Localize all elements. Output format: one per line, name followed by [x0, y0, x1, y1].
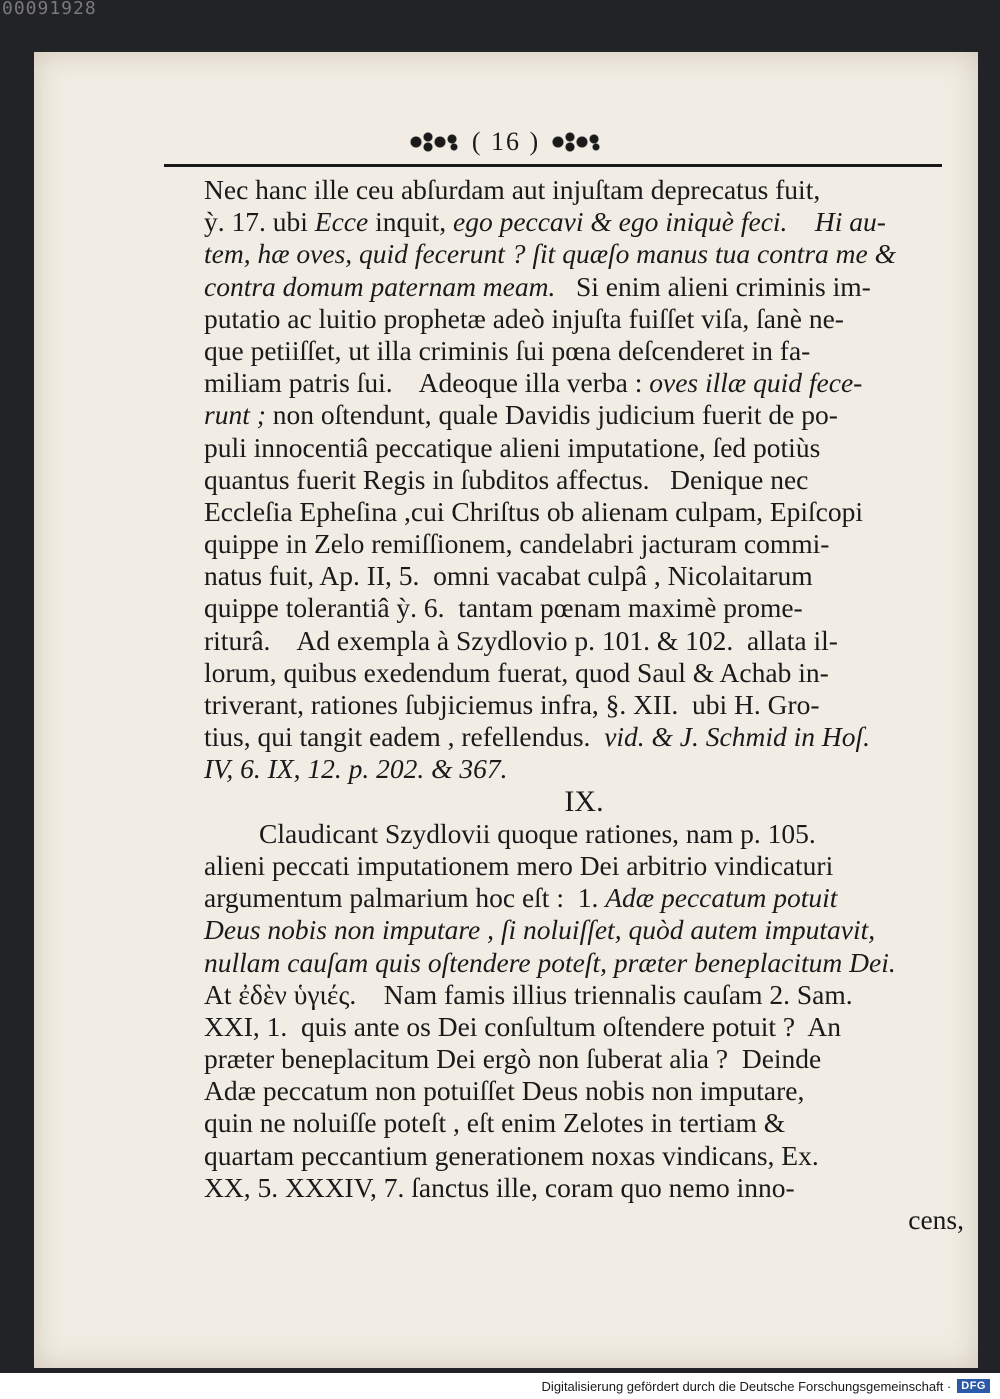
line-content	[204, 528, 829, 560]
line-content	[204, 1075, 804, 1107]
italic-text: vid. & J. Schmid in Hoſ.	[604, 721, 870, 753]
page-number: ( 16 )	[471, 127, 541, 156]
line-content	[204, 850, 833, 882]
line-content	[204, 206, 886, 238]
line-content	[204, 689, 820, 721]
italic-text: tem, hæ oves, quid fecerunt ? ſit quæſo manus tua contra me &	[204, 238, 897, 270]
roman-text: lorum, quibus exedendum fuerat, quod Saul & Achab in-	[204, 656, 829, 688]
line-content	[204, 432, 820, 464]
roman-text: quantus fuerit Regis in ſubditos affectus. Denique nec	[204, 463, 809, 495]
italic-text: nullam cauſam quis oſtendere poteſt, præter beneplacitum Dei.	[204, 946, 896, 978]
text-line	[204, 335, 964, 367]
text-line	[204, 818, 964, 850]
line-content	[204, 1043, 821, 1075]
text-line	[204, 432, 964, 464]
text-line	[204, 689, 964, 721]
roman-text: IX.	[564, 784, 604, 818]
text-line	[204, 753, 964, 785]
roman-text: Eccleſia Epheſina ,cui Chriſtus ob alienam culpam, Epiſcopi	[204, 495, 864, 527]
roman-text: cens,	[908, 1204, 964, 1235]
line-content	[204, 979, 853, 1011]
line-content	[564, 786, 603, 818]
roman-text: inquit,	[368, 206, 453, 238]
line-content	[204, 1107, 785, 1139]
section-heading	[204, 786, 964, 818]
text-line	[204, 1107, 964, 1139]
line-content	[204, 174, 820, 206]
roman-text: triverant, rationes ſubjiciemus infra, §. XII. ubi H. Gro-	[204, 689, 820, 720]
line-content	[204, 592, 803, 624]
scan-identifier: 00091928	[2, 0, 97, 19]
text-line	[204, 206, 964, 238]
roman-text: miliam patris ſui. Adeoque illa verba :	[204, 367, 650, 399]
roman-text: tius, qui tangit eadem , refellendus.	[204, 721, 605, 753]
roman-text: XX, 5. XXXIV, 7. ſanctus ille, coram quo nemo inno-	[204, 1171, 795, 1203]
line-content	[204, 335, 810, 367]
right-ornament-icon	[550, 131, 604, 153]
italic-text: Adæ peccatum potuit	[605, 882, 838, 914]
italic-text: Deus nobis non imputare , ſi noluiſſet, quòd autem imputavit,	[204, 914, 876, 946]
funding-footer	[0, 1373, 1000, 1399]
roman-text: præter beneplacitum Dei ergò non ſuberat alia ? Deinde	[204, 1043, 822, 1075]
page-header	[34, 122, 978, 162]
italic-text: IV, 6. IX, 12. p. 202. & 367.	[204, 753, 508, 785]
line-content	[259, 818, 816, 850]
text-line	[204, 850, 964, 882]
line-content	[204, 1140, 819, 1172]
left-ornament-icon	[408, 131, 462, 153]
line-content	[204, 1011, 841, 1043]
roman-text: que petiiſſet, ut illa criminis ſui pœna deſcenderet in fa-	[204, 334, 811, 366]
funding-note: Digitalisierung gefördert durch die Deutsche Forschungsgemeinschaft ·	[541, 1378, 952, 1394]
text-line	[204, 303, 964, 335]
roman-text: quippe in Zelo remiſſionem, candelabri jacturam commi-	[204, 528, 830, 560]
line-content	[204, 753, 508, 785]
line-content	[204, 464, 808, 496]
line-content	[204, 367, 862, 399]
text-line	[204, 464, 964, 496]
italic-text: Ecce	[314, 206, 369, 238]
roman-text: XXI, 1. quis ante os Dei conſultum oſtendere potuit ? An	[204, 1010, 841, 1042]
line-content	[204, 1172, 795, 1204]
roman-text: ỳ. 17. ubi	[204, 206, 315, 238]
roman-text: puli innocentiâ peccatique alieni imputatione, ſed potiùs	[204, 431, 821, 463]
text-line	[204, 657, 964, 689]
text-line	[204, 174, 964, 206]
roman-text: natus fuit, Ap. II, 5. omni vacabat culpâ , Nicolaitarum	[204, 560, 813, 592]
text-line	[204, 1043, 964, 1075]
line-content	[204, 399, 838, 431]
line-content	[204, 303, 844, 335]
roman-text: quin ne noluiſſe poteſt , eſt enim Zelotes in tertiam &	[204, 1107, 786, 1139]
roman-text: At ἐδὲν ὑγιές. Nam famis illius triennalis cauſam 2. Sam.	[204, 978, 853, 1010]
roman-text: alieni peccati imputationem mero Dei arbitrio vindicaturi	[204, 849, 834, 881]
roman-text: non oſtendunt, quale Davidis judicium fuerit de po-	[265, 399, 838, 431]
text-line	[204, 1075, 964, 1107]
text-line	[204, 1011, 964, 1043]
roman-text: Si enim alieni criminis im-	[555, 270, 871, 302]
roman-text: Nec hanc ille ceu abſurdam aut injuſtam deprecatus fuit,	[204, 174, 821, 205]
text-line	[204, 721, 964, 753]
line-content	[204, 271, 871, 303]
text-line	[204, 592, 964, 624]
italic-text: ego peccavi & ego iniquè feci. Hi au-	[452, 206, 886, 238]
header-rule	[164, 164, 942, 167]
line-content	[908, 1204, 964, 1236]
line-content	[204, 625, 838, 657]
line-content	[204, 947, 896, 979]
text-line	[204, 238, 964, 270]
line-content	[204, 238, 896, 270]
line-content	[204, 560, 813, 592]
roman-text: quartam peccantium generationem noxas vindicans, Ex.	[204, 1139, 819, 1171]
roman-text: riturâ. Ad exempla à Szydlovio p. 101. & 102. allata il-	[204, 624, 838, 656]
line-content	[204, 657, 829, 689]
text-line	[204, 496, 964, 528]
line-content	[204, 721, 870, 753]
roman-text: quippe tolerantiâ ỳ. 6. tantam pœnam maximè prome-	[204, 592, 803, 624]
text-line	[204, 271, 964, 303]
body-text	[204, 174, 964, 1236]
line-content	[204, 914, 875, 946]
text-line	[204, 882, 964, 914]
text-line	[204, 560, 964, 592]
text-line	[204, 625, 964, 657]
roman-text: argumentum palmarium hoc eſt : 1.	[204, 882, 606, 914]
italic-text: contra domum paternam meam.	[204, 270, 556, 302]
italic-text: runt ;	[204, 399, 266, 431]
text-line	[204, 1172, 964, 1204]
roman-text: putatio ac luitio prophetæ adeò injuſta fuiſſet viſa, ſanè ne-	[204, 302, 844, 334]
line-content	[204, 496, 863, 528]
text-line	[204, 979, 964, 1011]
text-line	[204, 399, 964, 431]
book-page	[34, 52, 978, 1368]
roman-text: Claudicant Szydlovii quoque rationes, nam p. 105.	[259, 817, 816, 849]
text-line	[204, 914, 964, 946]
line-content	[204, 882, 837, 914]
roman-text: Adæ peccatum non potuiſſet Deus nobis non imputare,	[204, 1075, 805, 1107]
text-line	[204, 1204, 964, 1236]
dfg-logo-icon: DFG	[957, 1379, 990, 1393]
text-line	[204, 1140, 964, 1172]
text-line	[204, 947, 964, 979]
text-line	[204, 367, 964, 399]
italic-text: oves illæ quid fece-	[649, 367, 863, 399]
text-line	[204, 528, 964, 560]
